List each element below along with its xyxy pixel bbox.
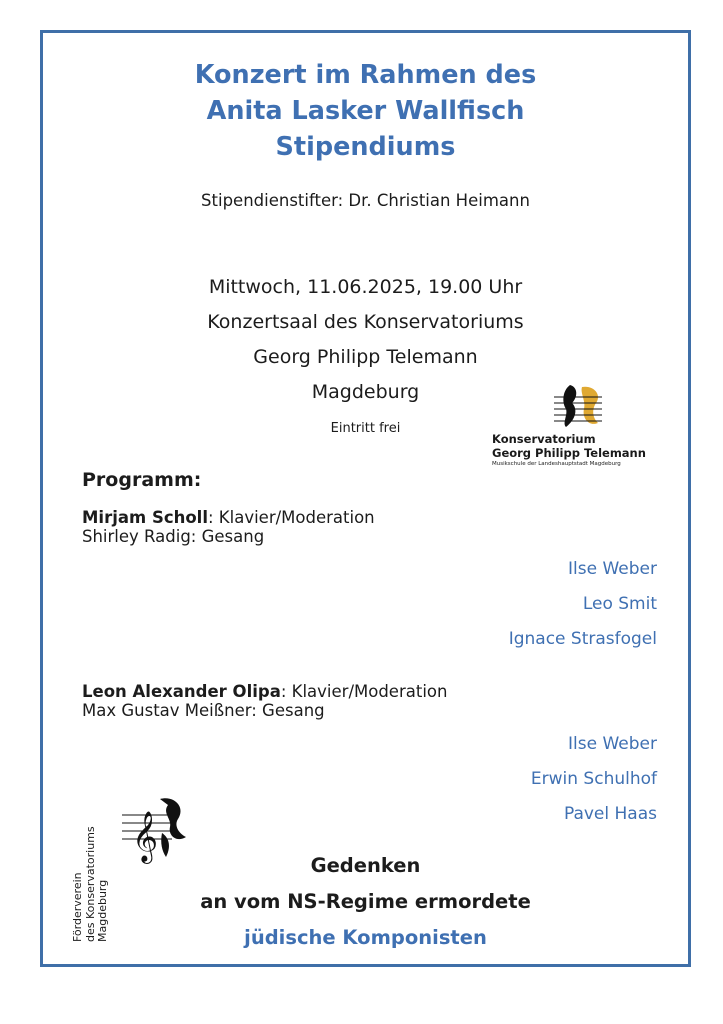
program-heading: Programm: xyxy=(82,469,202,491)
memorial-footer xyxy=(40,848,691,956)
conservatory-logo-icon xyxy=(552,383,604,431)
event-venue-1: Konzertsaal des Konservatoriums xyxy=(207,311,524,333)
performers-group-1 xyxy=(82,508,375,546)
event-city: Magdeburg xyxy=(311,381,420,403)
performer-second: Shirley Radig: Gesang xyxy=(82,527,265,546)
performer-lead-role: : Klavier/Moderation xyxy=(280,682,448,701)
composer-item: Ilse Weber xyxy=(568,559,657,579)
title-line-2: Anita Lasker Wallfisch xyxy=(206,96,525,126)
composers-group-1 xyxy=(509,552,657,657)
event-date: Mittwoch, 11.06.2025, 19.00 Uhr xyxy=(208,276,523,298)
logo-line-2: Georg Philipp Telemann xyxy=(492,446,646,460)
composer-item: Erwin Schulhof xyxy=(530,769,657,789)
performer-lead-name: Leon Alexander Olipa xyxy=(82,682,281,701)
performer-lead-name: Mirjam Scholl xyxy=(82,508,208,527)
sponsor-line: Stipendienstifter: Dr. Christian Heimann xyxy=(201,191,530,210)
footer-line-2: an vom NS-Regime ermordete xyxy=(200,890,531,913)
performer-second: Max Gustav Meißner: Gesang xyxy=(82,701,325,720)
title-line-3: Stipendiums xyxy=(275,132,456,162)
composer-item: Ilse Weber xyxy=(568,734,657,754)
event-venue-2: Georg Philipp Telemann xyxy=(253,346,478,368)
foerderverein-line-2: des Konservatoriums xyxy=(83,826,97,942)
logo-line-3: Musikschule der Landeshauptstadt Magdeburg xyxy=(492,461,621,467)
performer-lead-role: : Klavier/Moderation xyxy=(208,508,375,527)
conservatory-logo-text xyxy=(492,432,646,469)
footer-line-3: jüdische Komponisten xyxy=(244,926,487,949)
foerderverein-line-3: Magdeburg xyxy=(96,879,109,942)
performers-group-2 xyxy=(82,682,447,720)
footer-line-1: Gedenken xyxy=(310,854,421,877)
title-line-1: Konzert im Rahmen des xyxy=(194,60,537,90)
composer-item: Ignace Strasfogel xyxy=(508,629,657,649)
foerderverein-line-1: Förderverein xyxy=(71,872,84,942)
concert-title xyxy=(40,57,691,165)
admission-note: Eintritt frei xyxy=(330,421,401,436)
composer-item: Pavel Haas xyxy=(563,804,657,824)
composers-group-2 xyxy=(531,727,657,832)
svg-text:𝄞: 𝄞 xyxy=(132,811,159,862)
composer-item: Leo Smit xyxy=(582,594,657,614)
logo-line-1: Konservatorium xyxy=(492,432,596,446)
